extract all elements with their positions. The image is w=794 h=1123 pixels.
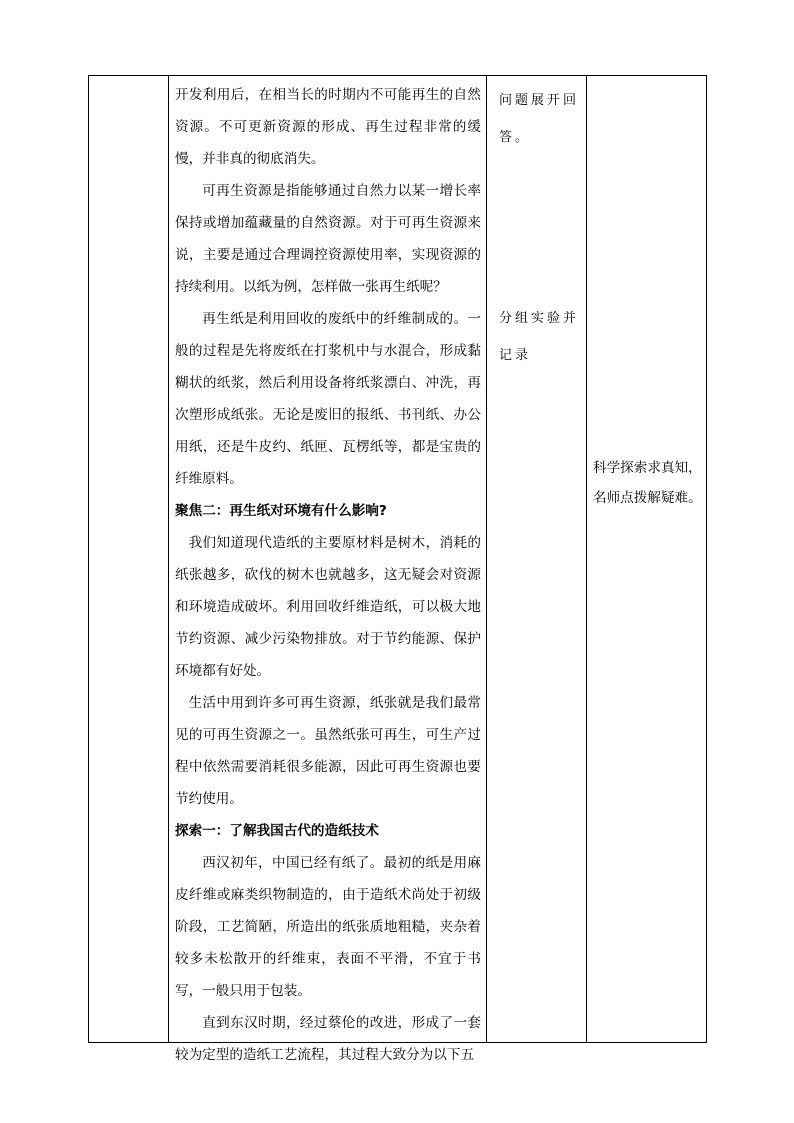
design-intent-column (587, 76, 706, 1042)
paragraph: 我们知道现代造纸的主要原材料是树木，消耗的纸张越多，砍伐的树木也就越多，这无疑会对资源和环境造成破坏。利用回收纤维造纸，可以极大地节约资源、减少污染物排放。对于节约能源、保护环境都有好处。 (175, 535, 481, 679)
paragraph: 再生纸是利用回收的废纸中的纤维制成的。一般的过程是先将废纸在打浆机中与水混合，形成黏糊状的纸浆，然后利用设备将纸浆漂白、冲洗，再次塑形成纸张。无论是废旧的报纸、书刊纸、办公用纸，还是牛皮约、纸匣、瓦楞纸等，都是宝贵的纤维原料。 (175, 311, 481, 487)
paragraph: 开发利用后，在相当长的时期内不可能再生的自然资源。不可更新资源的形成、再生过程非常的缓慢，并非真的彻底消失。 (175, 87, 481, 167)
student-activity-text: 分组实验并记录 (499, 311, 580, 363)
paragraph: 西汉初年，中国已经有纸了。最初的纸是用麻皮纤维或麻类织物制造的，由于造纸术尚处于初级阶段，工艺简陋，所造出的纸张质地粗糙，夹杂着较多未松散开的纤维束，表面不平滑，不宜于书写，一般只用于包装。 (175, 855, 481, 999)
student-activity-text: 问题展开回答。 (499, 93, 580, 145)
section-heading: 聚焦二：再生纸对环境有什么影响? (175, 503, 387, 519)
section-heading: 探索一：了解我国古代的造纸技术 (175, 823, 379, 839)
design-intent-text: 名师点拨解疑难。 (593, 490, 702, 506)
design-intent-text: 科学探索求真知， (593, 460, 702, 476)
paragraph: 直到东汉时期，经过蔡伦的改进，形成了一套较为定型的造纸工艺流程，其过程大致分为以下五 (175, 1015, 481, 1063)
paragraph: 生活中用到许多可再生资源，纸张就是我们最常见的可再生资源之一。虽然纸张可再生，可生产过程中依然需要消耗很多能源，因此可再生资源也要节约使用。 (175, 695, 481, 807)
lesson-table (88, 75, 707, 1063)
student-activity-column (487, 76, 586, 1042)
paragraph: 可再生资源是指能够通过自然力以某一增长率保持或增加蕴藏量的自然资源。对于可再生资源来说，主要是通过合理调控资源使用率，实现资源的持续利用。以纸为例，怎样做一张再生纸呢？ (175, 183, 481, 295)
teaching-content-column (169, 76, 486, 1063)
